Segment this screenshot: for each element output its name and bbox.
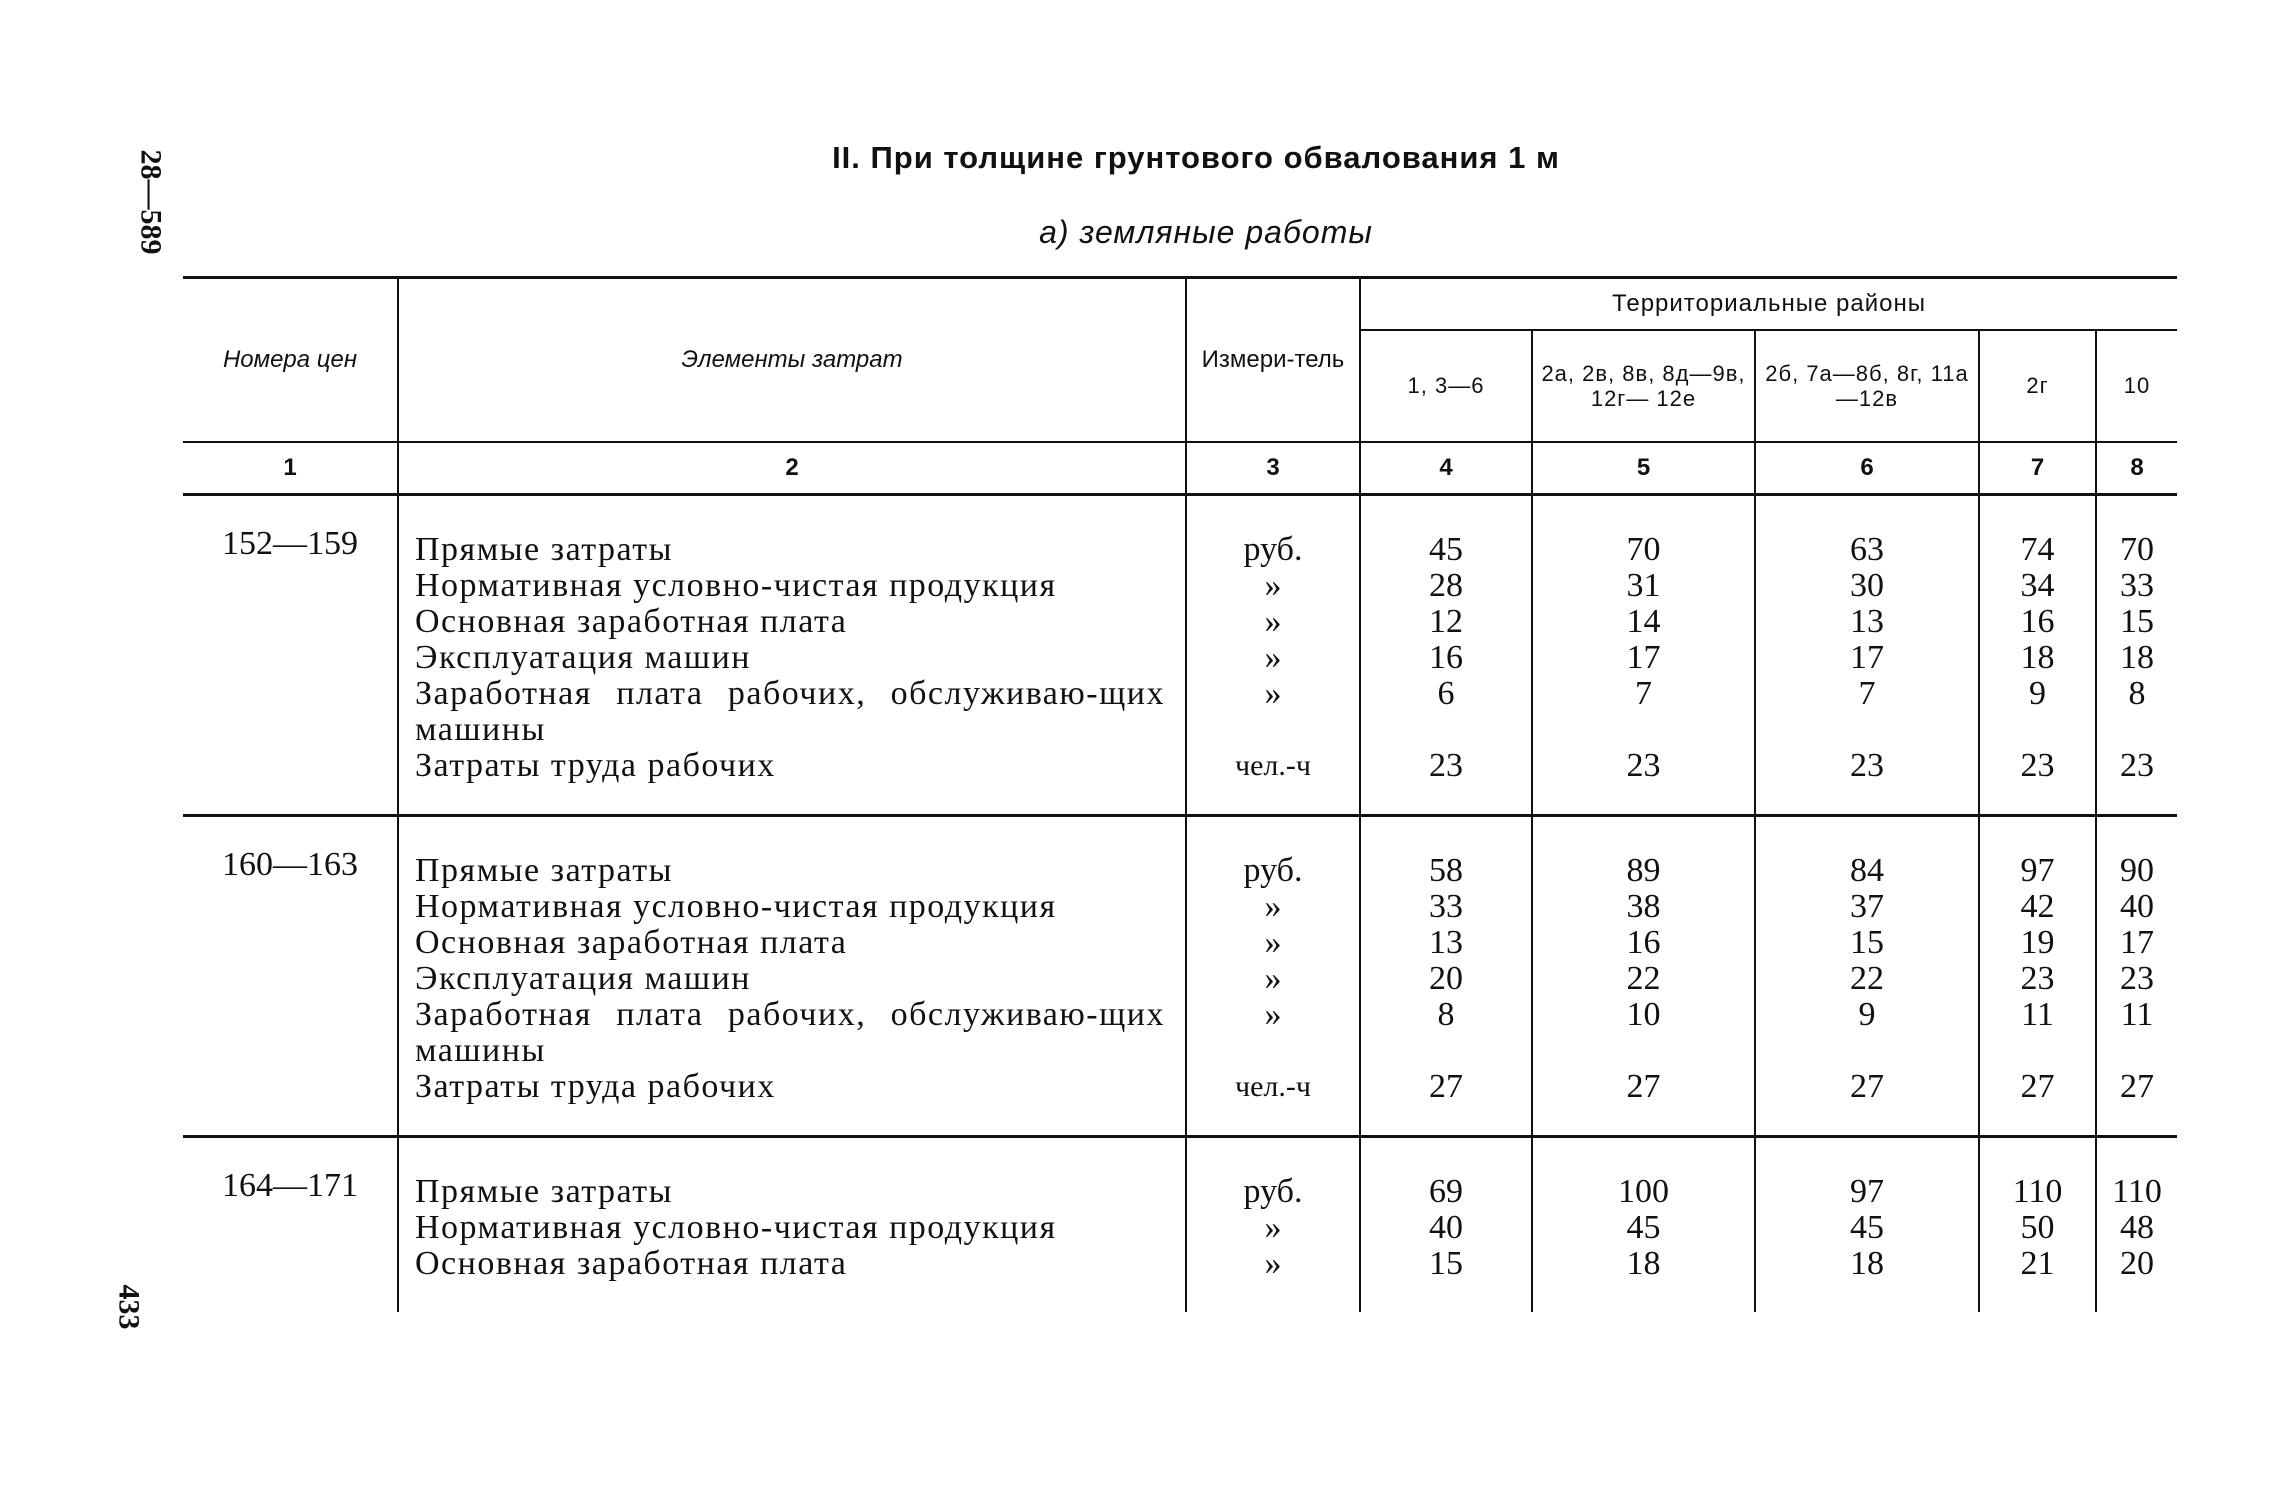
cost-element-label: Прямые затраты (415, 531, 673, 568)
region-value: 9 (1858, 996, 1876, 1033)
region-value: 74 (2020, 531, 2055, 568)
region-values-cell (1360, 816, 1532, 1137)
unit-label: » (1264, 888, 1282, 925)
region-values-cell (1532, 1137, 1755, 1313)
region-value: 28 (1429, 567, 1463, 604)
region-value: 27 (2120, 1068, 2154, 1105)
region-value: 23 (2120, 747, 2154, 784)
region-value: 10 (1626, 996, 1661, 1033)
cost-element-label: Основная заработная плата (415, 1245, 848, 1282)
unit-label: руб. (1243, 1173, 1303, 1210)
unit-label: » (1264, 675, 1282, 712)
region-values-cell (2096, 495, 2177, 816)
region-value: 17 (2120, 924, 2154, 961)
region-values-cell (1360, 495, 1532, 816)
section-subtitle: а) земляные работы (1039, 214, 1373, 250)
column-number: 7 (1979, 442, 2096, 495)
region-value: 23 (2020, 960, 2055, 997)
header-region: 1, 3—6 (1360, 330, 1532, 442)
cost-element-label: Основная заработная плата (415, 924, 848, 961)
cost-table (183, 276, 2177, 1312)
region-value: 23 (2020, 747, 2055, 784)
region-value: 11 (2120, 996, 2154, 1033)
region-value: 30 (1850, 567, 1884, 604)
region-value: 15 (1850, 924, 1884, 961)
region-value: 9 (2029, 675, 2046, 712)
region-value: 8 (1437, 996, 1455, 1033)
header-region: 2г (1979, 330, 2096, 442)
region-values-cell (1979, 1137, 2096, 1313)
section-title: II. При толщине грунтового обвалования 1 м (832, 140, 1560, 175)
region-value: 27 (1850, 1068, 1884, 1105)
unit-label: » (1264, 639, 1282, 676)
region-value: 37 (1850, 888, 1884, 925)
cost-elements-cell (398, 1137, 1186, 1313)
region-value: 33 (1429, 888, 1463, 925)
region-value: 58 (1429, 852, 1463, 889)
price-code: 160—163 (183, 816, 398, 1137)
region-value: 27 (1429, 1068, 1463, 1105)
side-page-number: 433 (112, 1284, 146, 1330)
region-value: 97 (1850, 1173, 1884, 1210)
region-value: 7 (1858, 675, 1876, 712)
header-region: 2а, 2в, 8в, 8д—9в, 12г— 12е (1532, 330, 1755, 442)
region-value: 110 (2112, 1173, 2162, 1210)
region-values-cell (1360, 1137, 1532, 1313)
region-value: 6 (1437, 675, 1455, 712)
region-value: 22 (1850, 960, 1884, 997)
unit-label: чел.-ч (1235, 1070, 1311, 1103)
region-value: 8 (2128, 675, 2146, 712)
region-value: 110 (2012, 1173, 2063, 1210)
table-body (183, 495, 2177, 1313)
price-code: 164—171 (183, 1137, 398, 1313)
region-value: 20 (1429, 960, 1463, 997)
region-value: 31 (1626, 567, 1661, 604)
cost-element-label: Затраты труда рабочих (415, 1068, 776, 1105)
unit-label: чел.-ч (1235, 749, 1311, 782)
region-values-cell (1979, 816, 2096, 1137)
region-value: 90 (2120, 852, 2154, 889)
column-number: 4 (1360, 442, 1532, 495)
unit-label: » (1264, 603, 1282, 640)
region-value: 70 (1626, 531, 1661, 568)
units-cell (1186, 816, 1360, 1137)
unit-label: руб. (1243, 531, 1303, 568)
header-price-numbers: Номера цен (183, 278, 398, 443)
header-region: 2б, 7а—8б, 8г, 11а—12в (1755, 330, 1979, 442)
header-cost-elements: Элементы затрат (398, 278, 1186, 443)
cost-elements-cell (398, 495, 1186, 816)
region-value: 63 (1850, 531, 1884, 568)
region-value: 18 (2020, 639, 2055, 676)
units-cell (1186, 495, 1360, 816)
region-values-cell (1979, 495, 2096, 816)
region-value: 13 (1429, 924, 1463, 961)
region-value: 33 (2120, 567, 2154, 604)
region-value: 97 (2020, 852, 2055, 889)
price-code: 152—159 (222, 525, 358, 562)
cost-element-label: Нормативная условно-чистая продукция (415, 888, 1057, 925)
region-value: 34 (2020, 567, 2055, 604)
region-value: 18 (1626, 1245, 1661, 1282)
region-value: 48 (2120, 1209, 2154, 1246)
region-value: 13 (1850, 603, 1884, 640)
cost-element-label: Заработная плата рабочих, обслуживаю-щих машины (415, 675, 1165, 748)
region-values-cell (1755, 816, 1979, 1137)
region-value: 16 (2020, 603, 2055, 640)
region-value: 17 (1626, 639, 1661, 676)
region-values-cell (1755, 495, 1979, 816)
region-value: 18 (1850, 1245, 1884, 1282)
region-value: 15 (2120, 603, 2154, 640)
cost-element-label: Эксплуатация машин (415, 960, 751, 997)
region-values-cell (1532, 816, 1755, 1137)
cost-element-label: Затраты труда рабочих (415, 747, 776, 784)
region-value: 16 (1626, 924, 1661, 961)
region-value: 89 (1626, 852, 1661, 889)
region-value: 27 (1626, 1068, 1661, 1105)
region-values-cell (2096, 816, 2177, 1137)
unit-label: » (1264, 996, 1282, 1033)
region-value: 23 (1429, 747, 1463, 784)
region-values-cell (2096, 1137, 2177, 1313)
cost-element-label: Прямые затраты (415, 852, 673, 889)
cost-element-label: Нормативная условно-чистая продукция (415, 567, 1057, 604)
region-value: 15 (1429, 1245, 1463, 1282)
region-values-cell (1755, 1137, 1979, 1313)
region-value: 45 (1850, 1209, 1884, 1246)
column-number: 2 (398, 442, 1186, 495)
price-group-row (183, 1137, 2177, 1313)
region-value: 40 (2120, 888, 2154, 925)
header-region: 10 (2096, 330, 2177, 442)
region-value: 38 (1626, 888, 1661, 925)
region-value: 23 (1626, 747, 1661, 784)
region-value: 21 (2020, 1245, 2055, 1282)
region-value: 27 (2020, 1068, 2055, 1105)
region-value: 12 (1429, 603, 1463, 640)
region-value: 45 (1626, 1209, 1661, 1246)
region-value: 14 (1626, 603, 1661, 640)
unit-label: » (1264, 924, 1282, 961)
column-number: 6 (1755, 442, 1979, 495)
header-territorial-regions: Территориальные районы (1360, 278, 2177, 331)
region-value: 22 (1626, 960, 1661, 997)
region-value: 45 (1429, 531, 1463, 568)
unit-label: » (1264, 960, 1282, 997)
unit-label: » (1264, 1245, 1282, 1282)
region-value: 18 (2120, 639, 2154, 676)
column-number: 5 (1532, 442, 1755, 495)
region-value: 42 (2020, 888, 2055, 925)
region-value: 69 (1429, 1173, 1463, 1210)
cost-element-label: Основная заработная плата (415, 603, 848, 640)
units-cell (1186, 1137, 1360, 1313)
region-value: 84 (1850, 852, 1884, 889)
region-value: 20 (2120, 1245, 2154, 1282)
cost-element-label: Заработная плата рабочих, обслуживаю-щих машины (415, 996, 1165, 1069)
region-value: 70 (2120, 531, 2154, 568)
region-value: 11 (2021, 996, 2054, 1033)
unit-label: » (1264, 567, 1282, 604)
cost-element-label: Прямые затраты (415, 1173, 673, 1210)
region-value: 17 (1850, 639, 1884, 676)
price-group-row (183, 495, 2177, 816)
side-page-code: 28—589 (134, 149, 168, 255)
unit-label: руб. (1243, 852, 1303, 889)
cost-elements-cell (398, 816, 1186, 1137)
column-number: 8 (2096, 442, 2177, 495)
column-number: 3 (1186, 442, 1360, 495)
region-value: 50 (2020, 1209, 2055, 1246)
region-value: 16 (1429, 639, 1463, 676)
region-value: 23 (1850, 747, 1884, 784)
header-unit: Измери-тель (1186, 278, 1360, 443)
region-values-cell (1532, 495, 1755, 816)
price-group-row (183, 816, 2177, 1137)
region-value: 40 (1429, 1209, 1463, 1246)
cost-element-label: Эксплуатация машин (415, 639, 751, 676)
column-number: 1 (183, 442, 398, 495)
region-value: 19 (2020, 924, 2055, 961)
region-value: 7 (1635, 675, 1652, 712)
cost-element-label: Нормативная условно-чистая продукция (415, 1209, 1057, 1246)
region-value: 23 (2120, 960, 2154, 997)
unit-label: » (1264, 1209, 1282, 1246)
region-value: 100 (1618, 1173, 1669, 1210)
